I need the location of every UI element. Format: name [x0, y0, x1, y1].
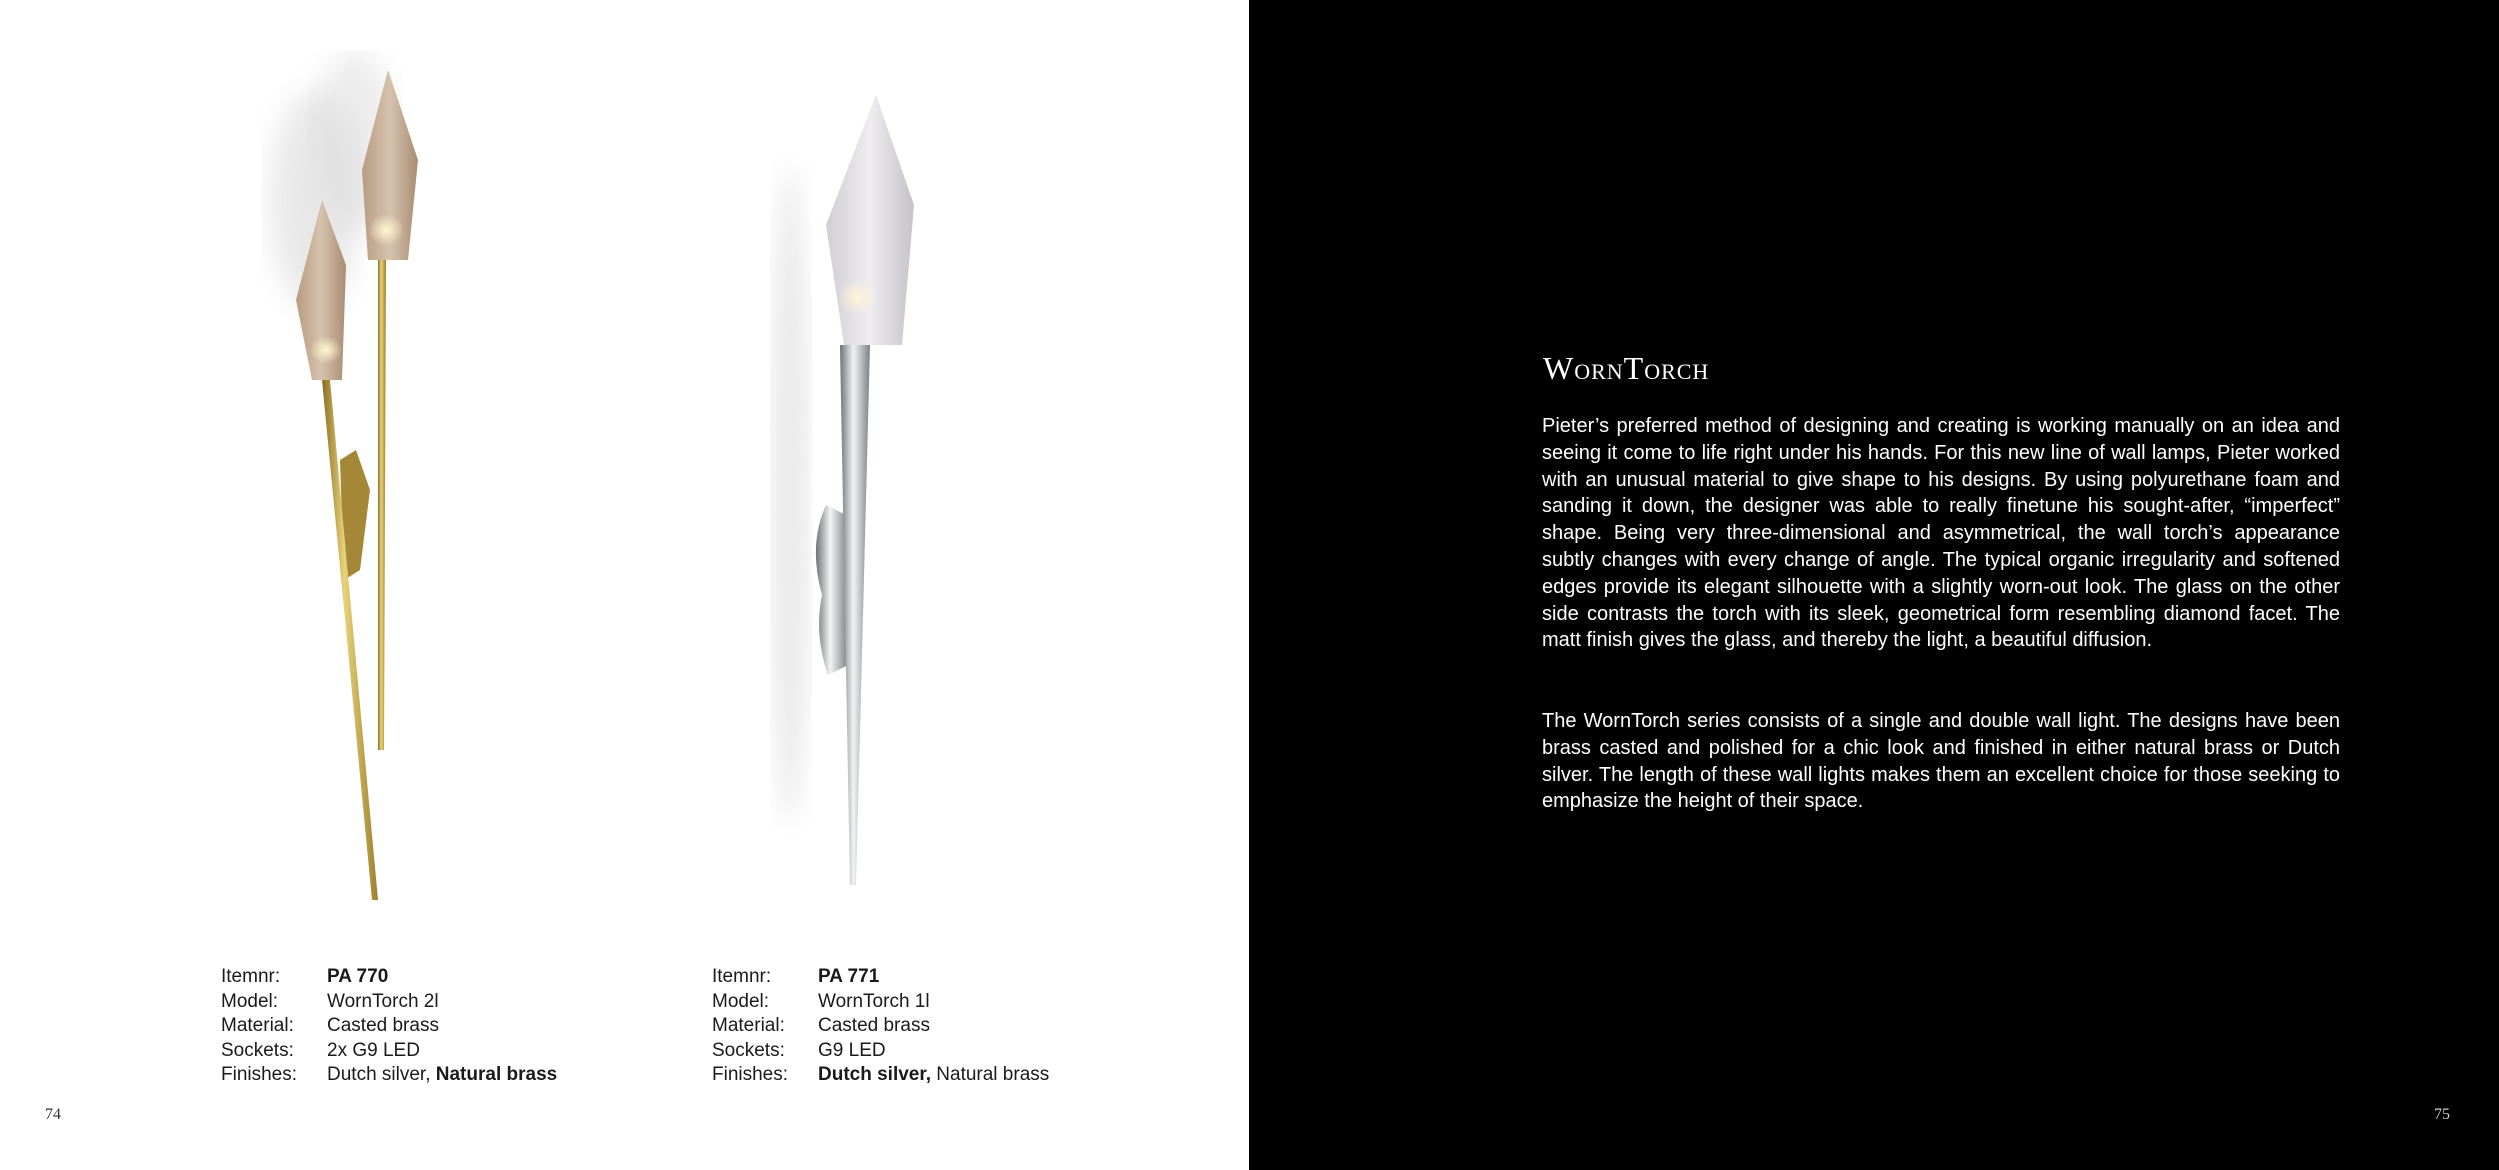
spec-row-finishes: [712, 1063, 1049, 1088]
spec-row-itemnr: [712, 965, 1049, 990]
page-number-left: 74: [45, 1106, 61, 1123]
model-value: WornTorch 1l: [818, 990, 930, 1012]
page-title: WornTorch: [1543, 350, 1710, 386]
spec-row-itemnr: [221, 965, 557, 990]
product-spec-pa770: [221, 965, 557, 1088]
single-silver-lamp-image: [770, 75, 930, 895]
sockets-label: Sockets:: [712, 1039, 785, 1061]
spec-row-model: [221, 990, 557, 1015]
page-number-right: 75: [2434, 1106, 2450, 1123]
left-page: [0, 0, 1249, 1170]
description-paragraph-1: Pieter’s preferred method of designing and creating is working manually on an idea and seeing it come to life right under his hands. For this new line of wall lamps, Pieter worked with an unusual material to give shape to his designs. By using polyurethane foam and sanding it down, the designer was able to really finetune his sought-after, “imperfect” shape. Being very three-dimensional and asymmetrical, the wall torch’s appearance subtly changes with every change of angle. The typical organic irregularity and softened edges provide its elegant silhouette with a slightly worn-out look. The glass on the other side contrasts the torch with its sleek, geometrical form resembling diamond facet. The matt finish gives the glass, and thereby the light, a beautiful diffusion.: [1542, 415, 2340, 652]
itemnr-label: Itemnr:: [221, 966, 281, 987]
description-paragraph-2: The WornTorch series consists of a single and double wall light. The designs have been brass casted and polished for a chic look and finished in either natural brass or Dutch silver. The length of these wall lights makes them an excellent choice for those seeking to emphasize the height of their space.: [1542, 710, 2340, 813]
sockets-value: 2x G9 LED: [327, 1039, 420, 1061]
finish-bold: Dutch silver,: [818, 1064, 931, 1085]
material-label: Material:: [712, 1015, 785, 1036]
sockets-value: G9 LED: [818, 1039, 886, 1061]
model-label: Model:: [221, 990, 279, 1012]
model-label: Model:: [712, 990, 770, 1012]
sockets-label: Sockets:: [221, 1039, 294, 1061]
finishes-label: Finishes:: [712, 1064, 789, 1085]
finish-bold: Natural brass: [435, 1064, 558, 1085]
product-spec-pa771: [712, 965, 1049, 1088]
itemnr-label: Itemnr:: [712, 966, 772, 987]
spec-row-material: [221, 1014, 557, 1039]
material-value: Casted brass: [818, 1015, 930, 1036]
finish-plain: Natural brass: [936, 1064, 1050, 1085]
itemnr-value: PA 771: [818, 966, 880, 987]
spec-row-finishes: [221, 1063, 557, 1088]
finishes-label: Finishes:: [221, 1064, 298, 1085]
itemnr-value: PA 770: [327, 966, 389, 987]
spec-row-sockets: [221, 1039, 557, 1064]
model-value: WornTorch 2l: [327, 990, 439, 1012]
finish-plain: Dutch silver,: [327, 1064, 431, 1085]
spec-row-sockets: [712, 1039, 1049, 1064]
spec-row-material: [712, 1014, 1049, 1039]
spec-row-model: [712, 990, 1049, 1015]
double-brass-lamp-image: [260, 50, 480, 910]
material-value: Casted brass: [327, 1015, 439, 1036]
material-label: Material:: [221, 1015, 294, 1036]
